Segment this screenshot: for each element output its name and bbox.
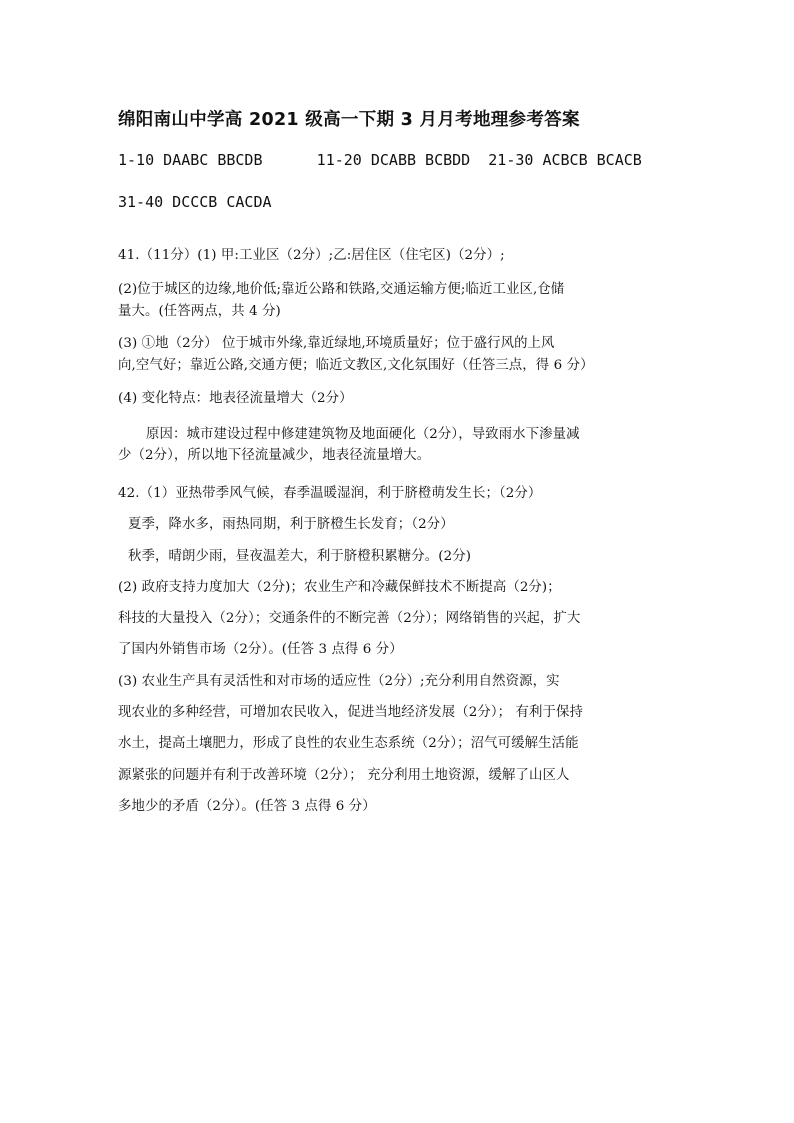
q41-part2-line1: (2)位于城区的边缘,地价低;靠近公路和铁路,交通运输方便;临近工业区,仓储 <box>118 282 565 297</box>
q41-part4-line3: 少（2分），所以地下径流量减少，地表径流量增大。 <box>118 448 431 463</box>
q42-part2-line2: 科技的大量投入（2分）；交通条件的不断完善（2分）；网络销售的兴起，扩大 <box>118 611 581 626</box>
q41-part4-line1: (4) 变化特点：地表径流量增大（2分） <box>118 391 353 406</box>
q41-part1: 41.（11分）(1) 甲:工业区（2分）;乙:居住区（住宅区)（2分）; <box>118 248 505 263</box>
q42-part2-line3: 了国内外销售市场（2分）。(任答 3 点得 6 分） <box>118 642 403 657</box>
q42-part3-line4: 源紧张的问题并有利于改善环境（2分）； 充分利用土地资源，缓解了山区人 <box>118 768 570 783</box>
choice-answers-row-1: 1-10 DAABC BBCDB 11-20 DCABB BCBDD 21-30 ACBCB BCACB <box>118 151 642 169</box>
q41-part4-line2: 原因：城市建设过程中修建建筑物及地面硬化（2分），导致雨水下渗量减 <box>146 427 580 442</box>
q42-part2-line1: (2) 政府支持力度加大（2分)；农业生产和冷藏保鲜技术不断提高（2分)； <box>118 580 561 595</box>
choice-answers-row-2: 31-40 DCCCB CACDA <box>118 193 272 211</box>
q42-part3-line1: (3) 农业生产具有灵活性和对市场的适应性（2分）;充分利用自然资源，实 <box>118 674 560 689</box>
q42-part1-line2: 夏季，降水多，雨热同期，利于脐橙生长发育；（2分） <box>128 517 454 532</box>
q42-part1-line1: 42.（1）亚热带季风气候，春季温暖湿润，利于脐橙萌发生长；（2分） <box>118 486 542 501</box>
q41-part3-line2: 向,空气好；靠近公路,交通方便；临近文教区,文化氛围好（任答三点，得 6 分） <box>118 358 594 373</box>
page-title: 绵阳南山中学高 2021 级高一下期 3 月月考地理参考答案 <box>118 110 580 130</box>
q41-part2-line2: 量大。(任答两点，共 4 分) <box>118 304 281 319</box>
q42-part3-line5: 多地少的矛盾（2分）。(任答 3 点得 6 分） <box>118 799 376 814</box>
q42-part3-line3: 水土，提高土壤肥力，形成了良性的农业生态系统（2分）；沼气可缓解生活能 <box>118 736 579 751</box>
q42-part3-line2: 现农业的多种经营，可增加农民收入，促进当地经济发展（2分）； 有利于保持 <box>118 705 583 720</box>
q42-part1-line3: 秋季，晴朗少雨，昼夜温差大，利于脐橙积累糖分。(2分) <box>128 549 472 564</box>
q41-part3-line1: (3) ①地（2分） 位于城市外缘,靠近绿地,环境质量好；位于盛行风的上风 <box>118 336 555 351</box>
